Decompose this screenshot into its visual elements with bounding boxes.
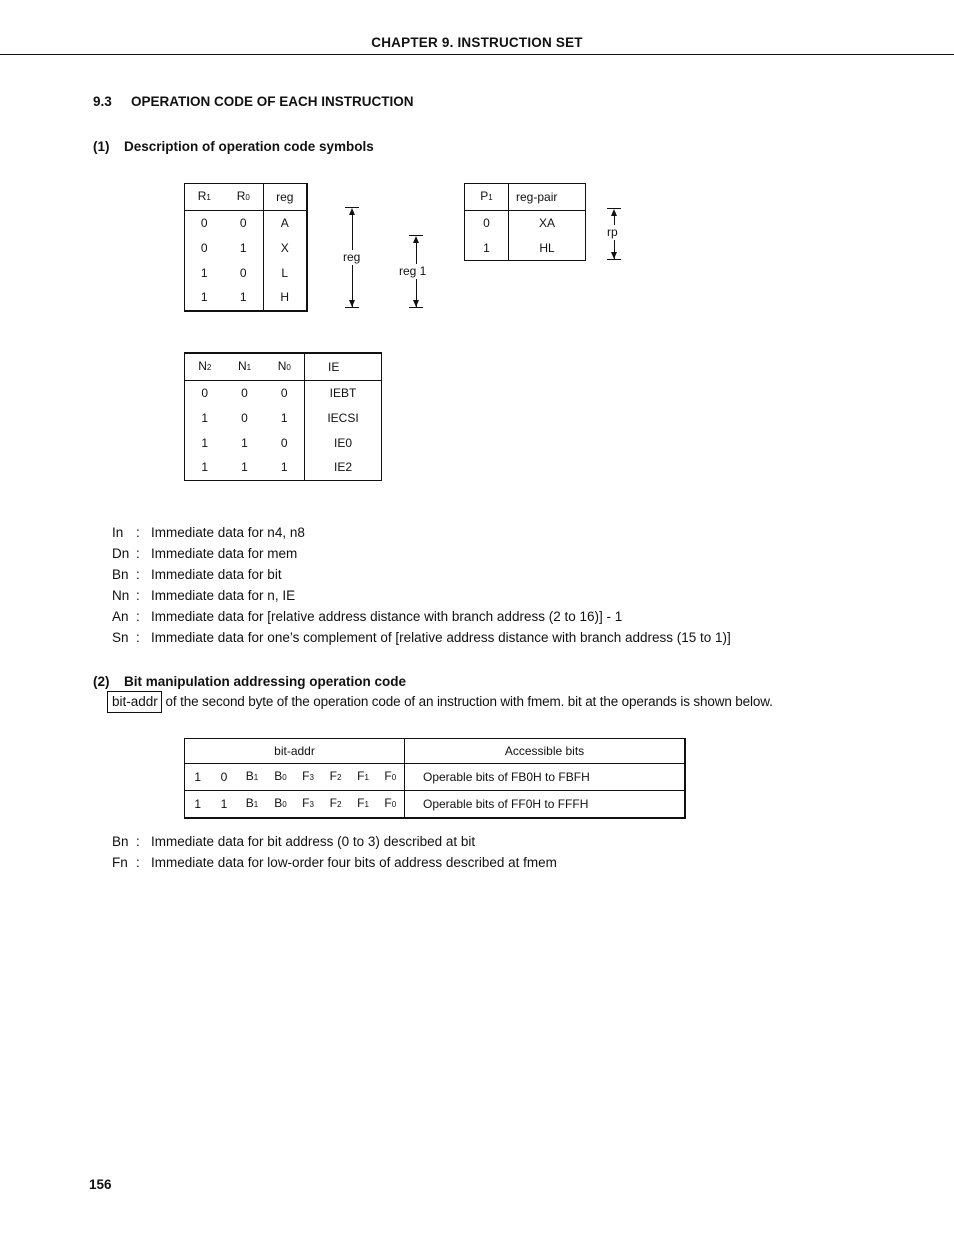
rp-dimension-label: rp <box>607 225 618 239</box>
table-cell: 1 <box>280 411 288 426</box>
reg-table-header-cell: reg <box>264 184 307 211</box>
bit-cell: F1 <box>350 791 377 819</box>
reg-pair-table <box>464 183 586 261</box>
table-cell: IE2 <box>305 455 382 480</box>
subsection-2-heading <box>93 674 406 689</box>
table-cell: 1 <box>201 460 209 475</box>
table-cell: 0 <box>201 386 209 401</box>
bit-addr-description: of the second byte of the operation code of an instruction with fmem. bit at the operands is shown below. <box>165 694 773 709</box>
table-cell: 0 <box>200 241 208 256</box>
table-cell: 0 <box>483 216 490 231</box>
table-cell: 0 <box>200 216 208 231</box>
accessible-bits-cell: Operable bits of FF0H to FFFH <box>405 791 686 819</box>
table-cell: X <box>264 236 307 261</box>
table-row <box>185 764 686 791</box>
table-row <box>185 260 307 285</box>
reg-table-header-cell: R0 <box>224 184 264 211</box>
table-row <box>185 455 382 480</box>
bit-cell: B0 <box>267 764 295 791</box>
list-item: In : Immediate data for n4, n8 <box>112 525 305 540</box>
reg-pair-table-header-cell: P1 <box>465 184 509 211</box>
table-cell: 1 <box>200 265 208 280</box>
bit-addr-header-cell: bit-addr <box>274 744 315 758</box>
reg-table-header <box>185 184 307 211</box>
table-row <box>185 406 382 431</box>
subsection-1-heading <box>93 139 374 154</box>
table-cell: 0 <box>241 386 248 401</box>
ie-table <box>184 352 382 481</box>
page-number: 156 <box>89 1177 112 1192</box>
table-cell: 1 <box>483 241 490 256</box>
table-row <box>185 430 382 455</box>
bit-cell: F0 <box>377 791 405 819</box>
section-heading <box>93 94 414 109</box>
table-cell: 1 <box>239 290 247 305</box>
table-row <box>185 236 307 261</box>
ie-table-header-cell: N2 <box>185 353 225 381</box>
reg1-dimension-label: reg 1 <box>399 264 427 278</box>
reg-dimension-label: reg <box>343 250 361 264</box>
table-cell: IECSI <box>305 406 382 431</box>
subsection-2-number: (2) <box>93 674 110 689</box>
list-item: Bn : Immediate data for bit address (0 to 3) described at bit <box>112 834 476 849</box>
bit-cell: 1 <box>211 791 238 819</box>
table-row <box>185 211 307 236</box>
table-cell: 1 <box>239 241 247 256</box>
ie-table-header-cell: N1 <box>225 353 265 381</box>
bit-cell: B1 <box>238 764 267 791</box>
list-item: Nn : Immediate data for n, IE <box>112 588 296 603</box>
table-row <box>465 211 586 236</box>
list-item: An : Immediate data for [relative address distance with branch address (2 to 16)] - 1 <box>112 609 623 624</box>
accessible-bits-header-cell: Accessible bits <box>405 739 686 764</box>
table-cell: 1 <box>200 290 208 305</box>
reg-table <box>184 183 308 312</box>
subsection-2-title: Bit manipulation addressing operation code <box>124 674 407 689</box>
chapter-header: CHAPTER 9. INSTRUCTION SET <box>371 35 583 50</box>
subsection-1-title: Description of operation code symbols <box>124 139 374 154</box>
bit-cell: 0 <box>211 764 238 791</box>
list-item: Sn : Immediate data for one’s complement of [relative address distance with branch address (15 to 1)] <box>112 630 731 645</box>
section-number: 9.3 <box>93 94 112 109</box>
table-cell: H <box>264 285 307 311</box>
ie-table-header-cell: IE <box>305 353 382 381</box>
table-cell: 1 <box>241 435 248 450</box>
symbol-definitions <box>112 522 731 648</box>
list-item: Bn : Immediate data for bit <box>112 567 282 582</box>
bit-addr-boxed-term: bit-addr <box>107 691 162 713</box>
table-cell: IE0 <box>305 430 382 455</box>
table-cell: XA <box>509 211 586 236</box>
table-cell: 1 <box>241 460 248 475</box>
table-cell: 0 <box>280 435 288 450</box>
bit-cell: 1 <box>185 764 211 791</box>
table-cell: 0 <box>239 265 247 280</box>
table-cell: 0 <box>239 216 247 231</box>
bit-cell: F3 <box>295 791 322 819</box>
table-row <box>185 381 382 406</box>
list-item: Dn : Immediate data for mem <box>112 546 298 561</box>
table-cell: 1 <box>201 411 209 426</box>
bit-cell: 1 <box>185 791 211 819</box>
ie-table-header-cell: N0 <box>265 353 305 381</box>
accessible-bits-cell: Operable bits of FB0H to FBFH <box>405 764 686 791</box>
bit-cell: B1 <box>238 791 267 819</box>
ie-table-header <box>185 353 382 381</box>
bit-definitions <box>112 831 557 873</box>
table-row <box>185 285 307 311</box>
bit-cell: B0 <box>267 791 295 819</box>
section-title: OPERATION CODE OF EACH INSTRUCTION <box>131 94 414 109</box>
table-row <box>185 791 686 819</box>
table-cell: 1 <box>201 435 209 450</box>
subsection-1-number: (1) <box>93 139 110 154</box>
table-cell: 1 <box>280 460 288 475</box>
bit-cell: F1 <box>350 764 377 791</box>
table-row <box>465 236 586 261</box>
reg-table-header-cell: R1 <box>185 184 224 211</box>
bit-cell: F2 <box>322 764 350 791</box>
bit-addr-table-header <box>185 739 686 764</box>
bit-cell: F2 <box>322 791 350 819</box>
bit-addr-paragraph <box>107 691 773 713</box>
table-cell: A <box>264 211 307 236</box>
table-cell: IEBT <box>305 381 382 406</box>
bit-cell: F0 <box>377 764 405 791</box>
reg-pair-table-header <box>465 184 586 211</box>
bit-addr-table <box>184 738 686 819</box>
header-rule <box>0 54 954 55</box>
table-cell: 0 <box>241 411 248 426</box>
table-cell: L <box>264 260 307 285</box>
bit-cell: F3 <box>295 764 322 791</box>
table-cell: HL <box>509 236 586 261</box>
reg-pair-table-header-cell: reg-pair <box>509 184 586 211</box>
table-cell: 0 <box>280 386 288 401</box>
list-item: Fn : Immediate data for low-order four bits of address described at fmem <box>112 855 557 870</box>
